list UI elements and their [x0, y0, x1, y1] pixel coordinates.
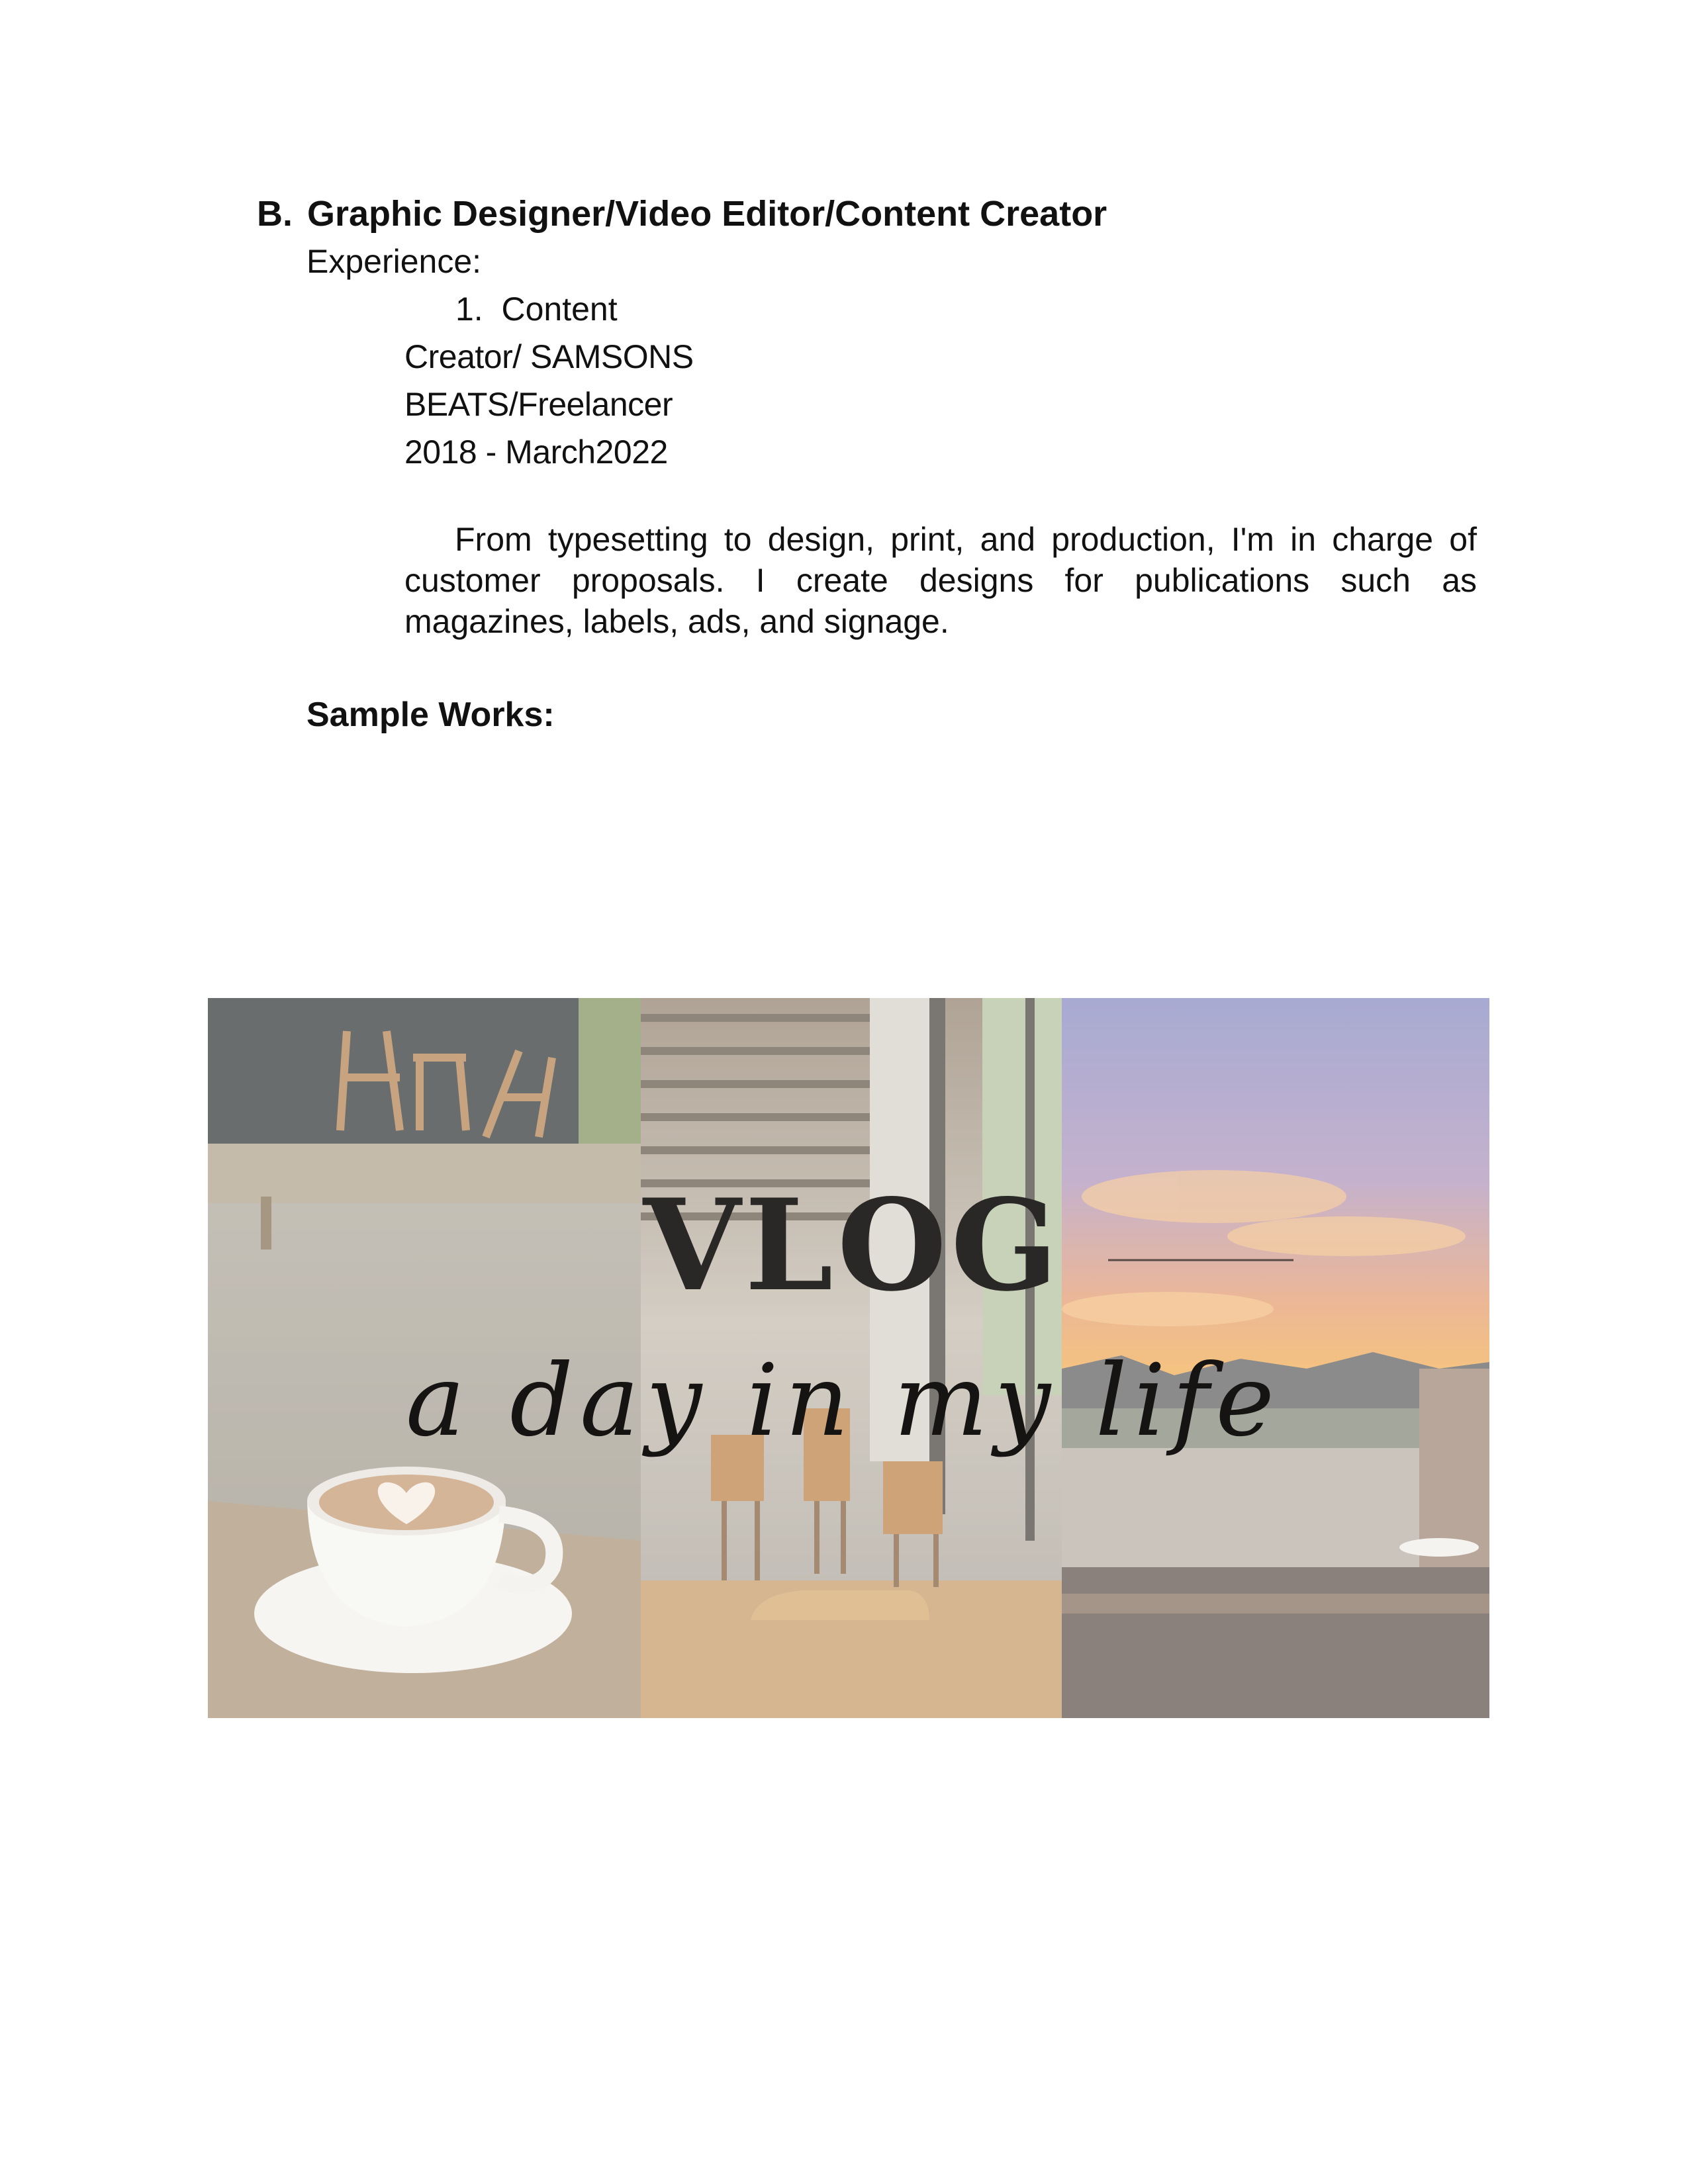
item-number: 1. — [455, 291, 483, 328]
experience-label: Experience: — [306, 243, 482, 280]
section-title: Graphic Designer/Video Editor/Content Creator — [307, 194, 1107, 234]
experience-item-heading — [455, 290, 618, 328]
collage-script-text: a day in my life — [405, 1343, 1282, 1459]
collage-title: VLOG — [643, 1171, 1062, 1319]
sample-works-label: Sample Works: — [306, 696, 555, 734]
section-marker: B. — [257, 194, 293, 234]
item-line-2: Creator/ SAMSONS — [404, 338, 694, 375]
section-heading — [257, 193, 1107, 234]
item-line-1: Content — [501, 291, 618, 328]
item-line-3: BEATS/Freelancer — [404, 386, 673, 423]
item-line-4: 2018 - March2022 — [404, 433, 668, 471]
vlog-collage-image — [208, 998, 1489, 1718]
experience-description: From typesetting to design, print, and production, I'm in charge of customer proposals. I create designs for publications such as magazines, labels, ads, and signage. — [404, 521, 1477, 640]
